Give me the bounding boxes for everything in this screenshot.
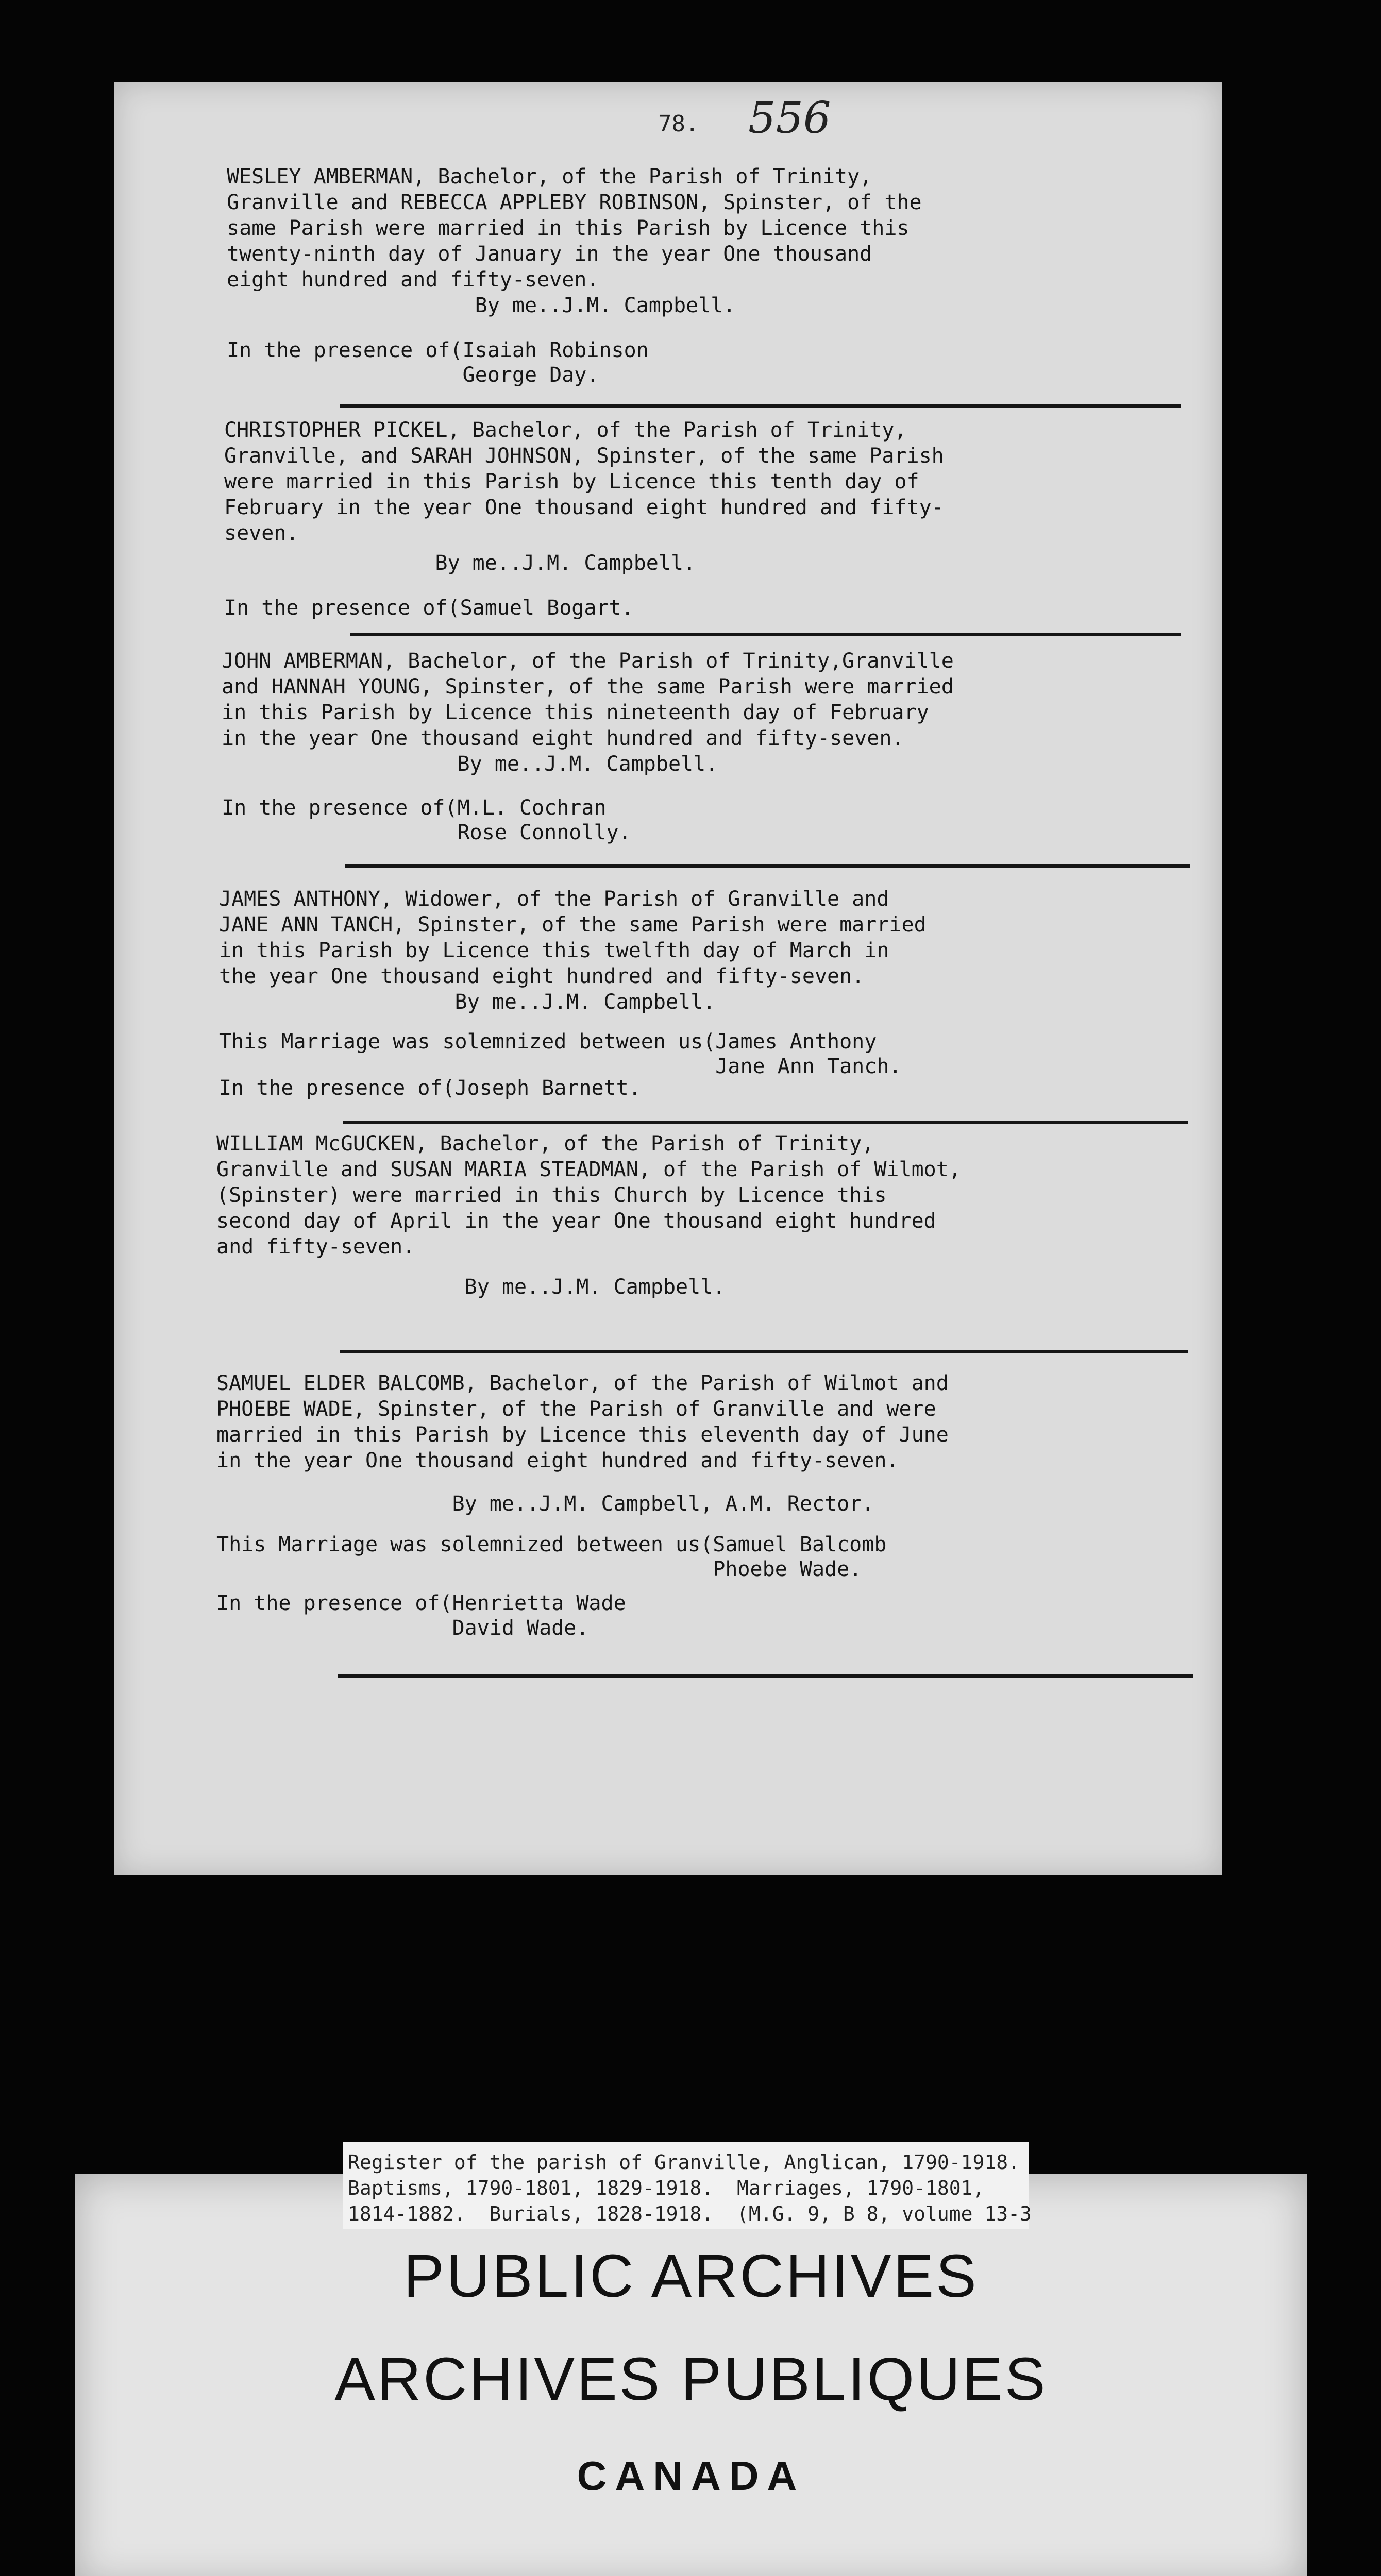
witness-name: Isaiah Robinson bbox=[462, 338, 649, 362]
witness-name: Joseph Barnett. bbox=[454, 1076, 641, 1100]
divider-rule bbox=[340, 1350, 1188, 1353]
witness-block bbox=[216, 1591, 1175, 1640]
divider-rule bbox=[350, 633, 1181, 636]
archives-stamp-card bbox=[75, 2174, 1307, 2576]
solemnized-label: This Marriage was solemnized between us( bbox=[216, 1533, 713, 1556]
stamp-line-english: PUBLIC ARCHIVES bbox=[403, 2242, 979, 2310]
spouse-signature: Jane Ann Tanch. bbox=[715, 1055, 902, 1078]
spouse-signature: James Anthony bbox=[715, 1030, 877, 1054]
label-line: 1814-1882. Burials, 1828-1918. (M.G. 9, B 8, volume 13-3 bbox=[348, 2202, 1032, 2225]
handwritten-page-number: 556 bbox=[748, 93, 831, 143]
marriage-entry bbox=[227, 164, 1185, 387]
witness-name: Henrietta Wade bbox=[452, 1591, 626, 1615]
witness-name: M.L. Cochran bbox=[457, 796, 607, 820]
presence-label: In the presence of( bbox=[222, 796, 458, 820]
witness-name: Samuel Bogart. bbox=[460, 596, 634, 620]
witness-block bbox=[227, 338, 1185, 387]
witness-block bbox=[222, 795, 1180, 845]
marriage-entry bbox=[216, 1131, 1175, 1300]
spouse-signature: Samuel Balcomb bbox=[713, 1533, 887, 1556]
label-line: Register of the parish of Granville, Anglican, 1790-1918. bbox=[348, 2151, 1020, 2174]
spouse-signature: Phoebe Wade. bbox=[713, 1557, 862, 1581]
divider-rule bbox=[343, 1121, 1188, 1124]
witness-name: David Wade. bbox=[452, 1616, 589, 1640]
presence-label: In the presence of( bbox=[227, 338, 463, 362]
officiant-line: By me..J.M. Campbell. bbox=[222, 752, 718, 776]
officiant-line: By me..J.M. Campbell. bbox=[219, 990, 716, 1014]
entry-text: WILLIAM McGUCKEN, Bachelor, of the Parish of Trinity, Granville and SUSAN MARIA STEADMAN, of the Parish of Wilmot, (Spinster) were married in this Church by Licence this second day of April in the year One thousand eight hundred and fifty-seven. bbox=[216, 1132, 961, 1259]
entry-text: WESLEY AMBERMAN, Bachelor, of the Parish of Trinity, Granville and REBECCA APPLEBY ROBINSON, Spinster, of the same Parish were married in this Parish by Licence this twenty-ninth day of January in the year One thousand eight hundred and fifty-seven. bbox=[227, 165, 922, 292]
divider-rule bbox=[340, 404, 1181, 408]
marriage-entry bbox=[216, 1370, 1175, 1640]
entry-text: JOHN AMBERMAN, Bachelor, of the Parish of Trinity,Granville and HANNAH YOUNG, Spinster, of the same Parish were married in this Parish by Licence this nineteenth day of February in the year One thousand eight hundred and fifty-seven. bbox=[222, 649, 954, 750]
stamp-line-country: CANADA bbox=[577, 2453, 805, 2499]
catalogue-label bbox=[343, 2142, 1032, 2229]
solemnized-label: This Marriage was solemnized between us( bbox=[219, 1030, 716, 1054]
presence-label: In the presence of( bbox=[219, 1076, 455, 1100]
divider-rule bbox=[338, 1674, 1193, 1678]
witness-name: Rose Connolly. bbox=[457, 821, 631, 844]
officiant-line: By me..J.M. Campbell. bbox=[216, 1275, 726, 1299]
divider-rule bbox=[345, 864, 1190, 868]
entry-text: JAMES ANTHONY, Widower, of the Parish of Granville and JANE ANN TANCH, Spinster, of the same Parish were married in this Parish by Licence this twelfth day of March in the year One thousand eight hundred and fifty-seven. bbox=[219, 887, 927, 988]
officiant-line: By me..J.M. Campbell. bbox=[227, 294, 736, 317]
marriage-entry bbox=[224, 417, 1183, 620]
page-number: 78. bbox=[658, 111, 699, 137]
officiant-line: By me..J.M. Campbell. bbox=[224, 551, 696, 575]
stamp-line-french: ARCHIVES PUBLIQUES bbox=[334, 2345, 1048, 2413]
witness-block bbox=[219, 1076, 1177, 1100]
officiant-line: By me..J.M. Campbell, A.M. Rector. bbox=[216, 1492, 874, 1516]
solemnized-block bbox=[219, 1029, 1177, 1079]
witness-name: George Day. bbox=[462, 363, 599, 387]
solemnized-block bbox=[216, 1532, 1175, 1582]
marriage-entry bbox=[222, 648, 1180, 845]
presence-label: In the presence of( bbox=[224, 596, 460, 620]
label-line: Baptisms, 1790-1801, 1829-1918. Marriages, 1790-1801, bbox=[348, 2177, 985, 2199]
entry-text: SAMUEL ELDER BALCOMB, Bachelor, of the Parish of Wilmot and PHOEBE WADE, Spinster, of the Parish of Granville and were married in this Parish by Licence this eleventh day of June in the year One thousand eight hundred and fifty-seven. bbox=[216, 1371, 949, 1472]
presence-label: In the presence of( bbox=[216, 1591, 452, 1615]
marriage-entry bbox=[219, 886, 1177, 1100]
entry-text: CHRISTOPHER PICKEL, Bachelor, of the Parish of Trinity, Granville, and SARAH JOHNSON, Spinster, of the same Parish were married in this Parish by Licence this tenth day of February in the year One thousand eight hundred and fifty- seven. bbox=[224, 418, 944, 545]
witness-block bbox=[224, 596, 1183, 620]
